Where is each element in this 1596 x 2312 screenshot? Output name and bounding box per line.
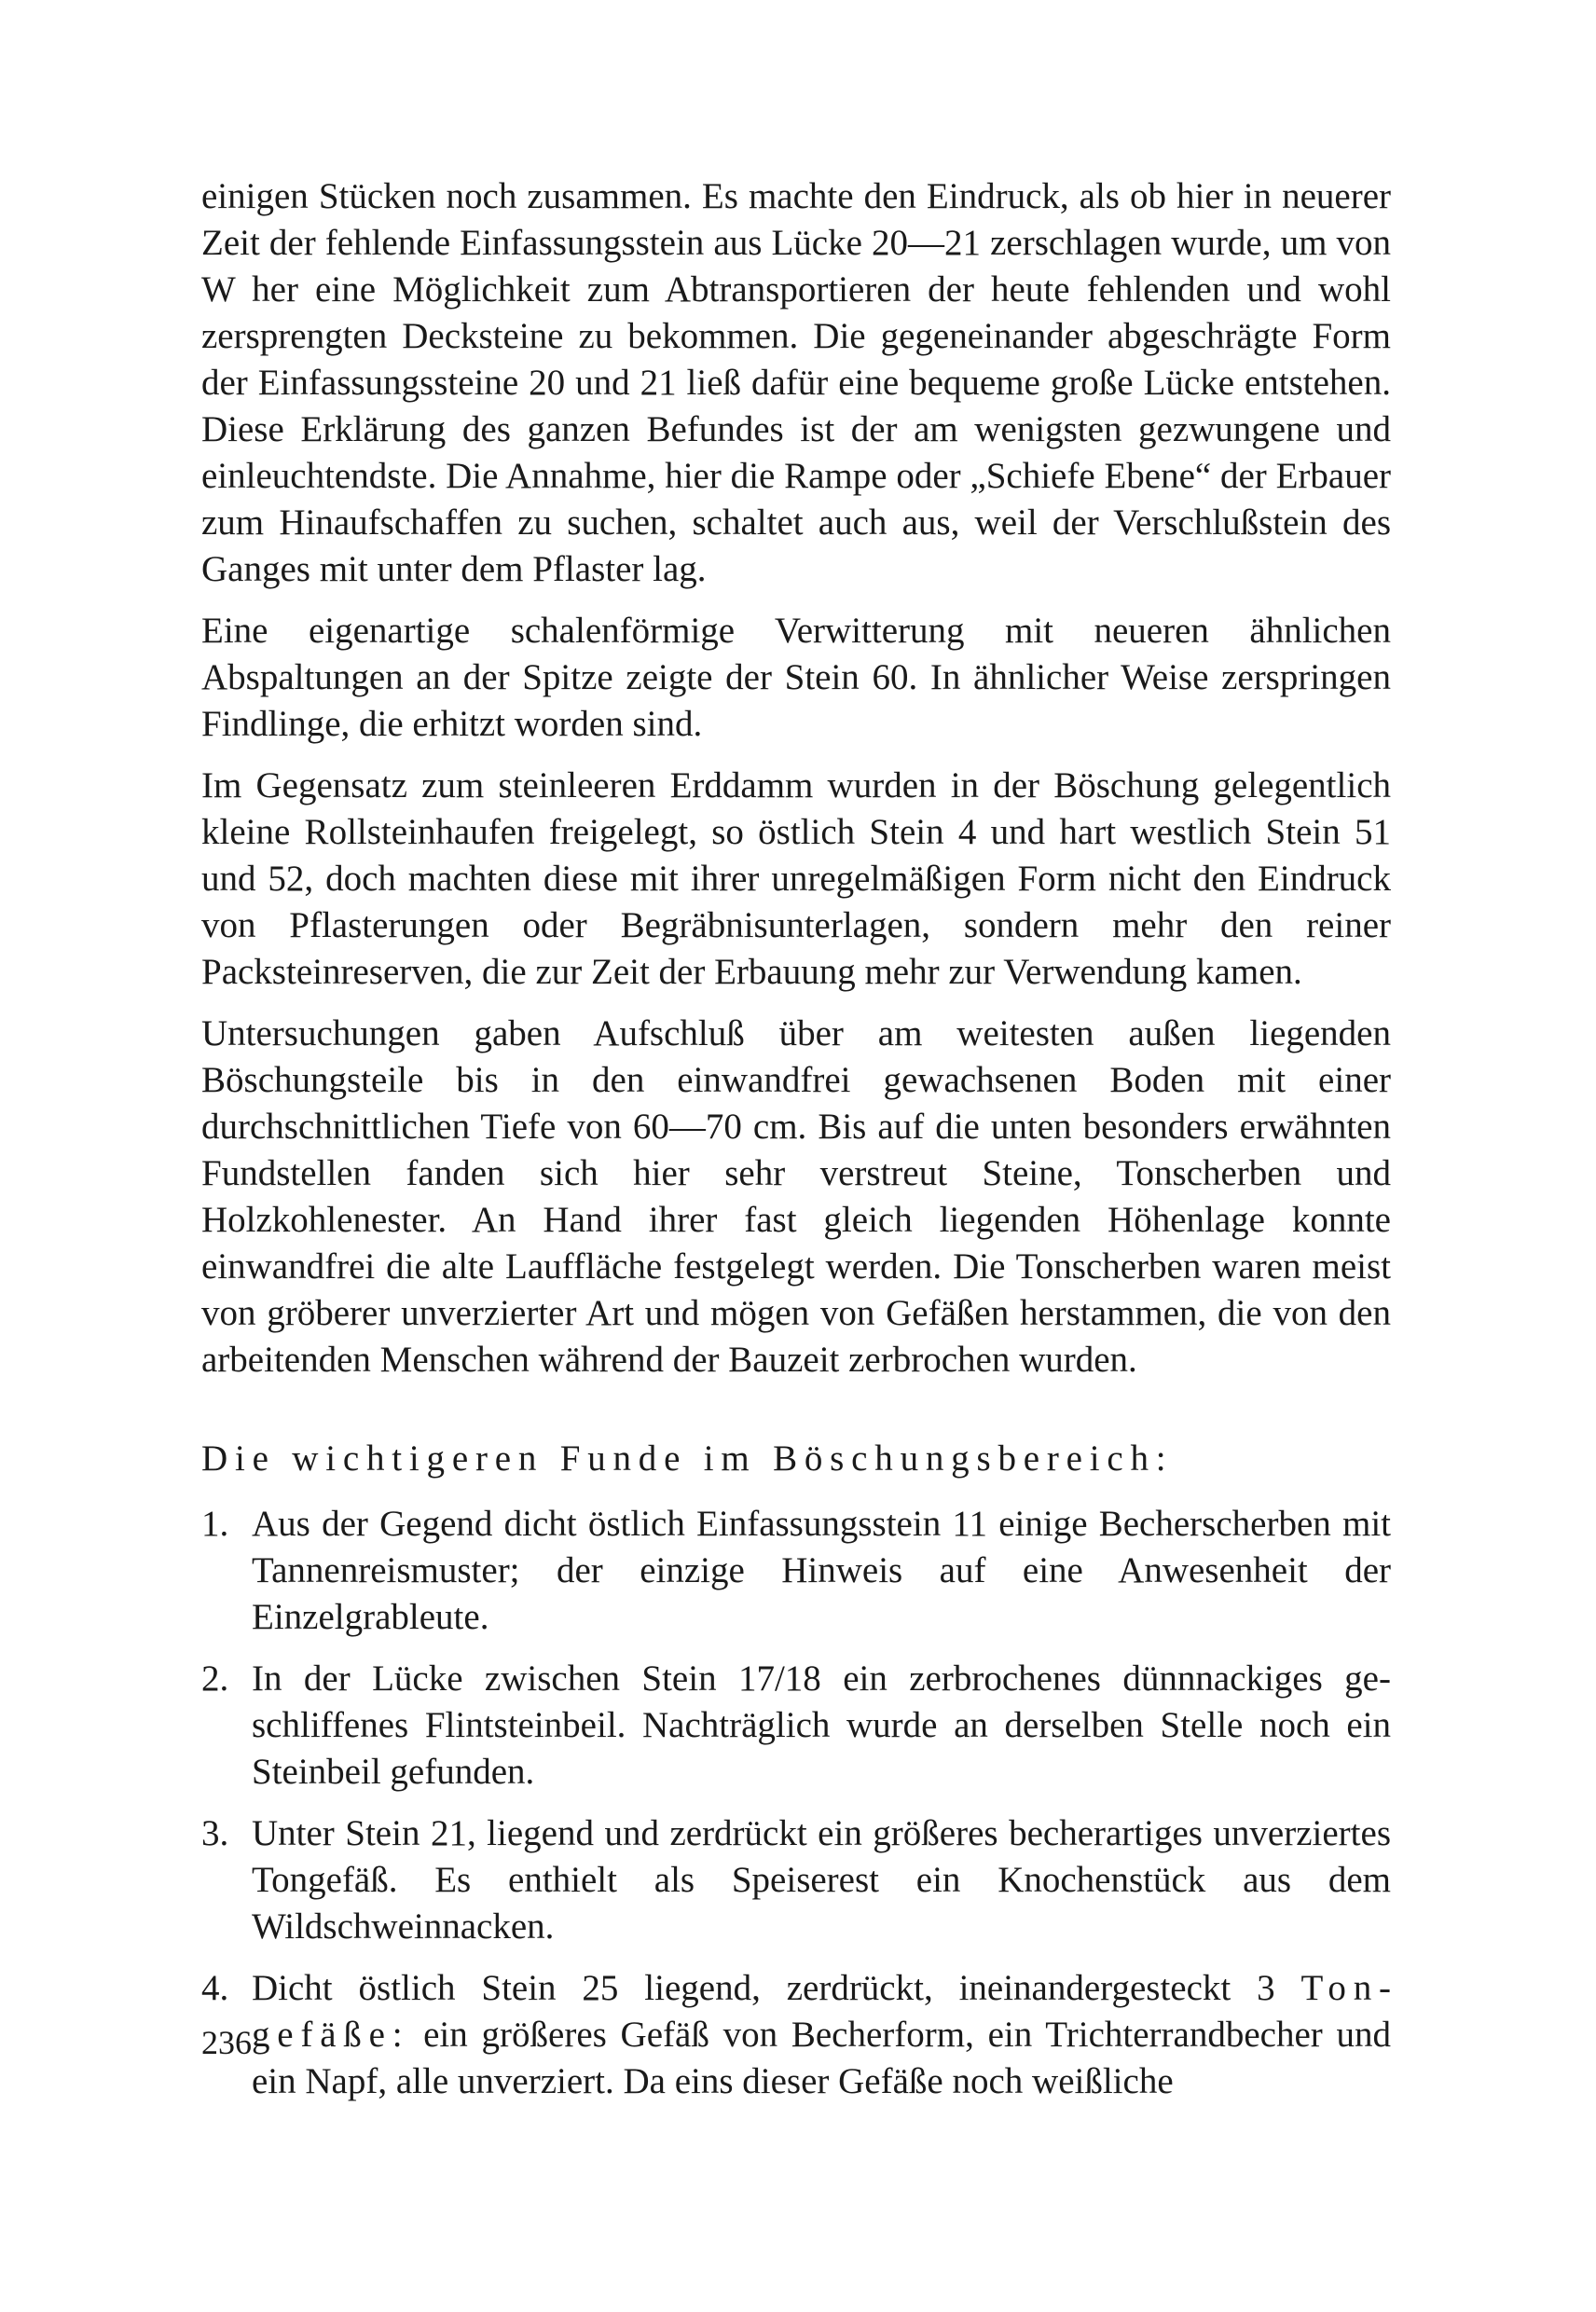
paragraph-4: Untersuchungen gaben Aufschluß über am weitesten außen liegenden Böschungsteile bis in den einwandfrei gewachsenen Boden mit einer durchschnittlichen Tiefe von 60—70 cm. Bis auf die unten besonders erwähnten Fundstellen fanden sich hier sehr verstreut Steine, Tonscherben und Holzkohlenester. An Hand ihrer fast gleich liegenden Höhenlage konnte einwandfrei die alte Lauffläche festgelegt werden. Die Tonscherben waren meist von gröberer unverzierter Art und mögen von Gefäßen herstammen, die von den arbeitenden Menschen während der Bauzeit zerbrochen wurden. — [201, 1013, 1391, 1380]
list-item — [201, 1501, 1391, 1641]
list-item — [201, 1656, 1391, 1796]
paragraph-3: Im Gegensatz zum steinleeren Erddamm wurden in der Böschung gelegentlich kleine Rollsteinhaufen freigelegt, so östlich Stein 4 und hart westlich Stein 51 und 52, doch machten diese mit ihrer unregelmäßigen Form nicht den Eindruck von Pflasterungen oder Begräbnisunterlagen, sondern mehr den reiner Packsteinreserven, die zur Zeit der Erbauung mehr zur Verwendung kamen. — [201, 765, 1391, 992]
list-item-text-end: ein größeres Gefäß von Becherform, ein Trichterrandbecher und ein Napf, alle unverziert. Da eins dieser Gefäße noch weißliche — [252, 2015, 1391, 2101]
page-number: 236 — [201, 2024, 252, 2061]
list-item — [201, 1810, 1391, 1950]
text-block — [201, 173, 1391, 2120]
list-item-text: Unter Stein 21, liegend und zerdrückt ein größeres becherartiges unverziertes Tongefäß. Es enthielt als Speiserest ein Knochenstück aus dem Wildschweinnacken. — [252, 1813, 1391, 1947]
paragraph-1: einigen Stücken noch zusammen. Es machte den Eindruck, als ob hier in neuerer Zeit der fehlende Einfassungsstein aus Lücke 20—21 zerschlagen wurde, um von W her eine Möglichkeit zum Abtransportieren der heute fehlenden und wohl zersprengten Decksteine zu bekommen. Die gegeneinander abgeschrägte Form der Einfassungssteine 20 und 21 ließ dafür eine bequeme große Lücke entstehen. Diese Erklärung des ganzen Befundes ist der am wenigsten gezwungene und einleuchtendste. Die Annahme, hier die Rampe oder „Schiefe Ebene“ der Erbauer zum Hinaufschaffen zu suchen, schaltet auch aus, weil der Verschlußstein des Ganges mit unter dem Pflaster lag. — [201, 176, 1391, 589]
paragraph-2: Eine eigenartige schalenförmige Verwitterung mit neueren ähnlichen Abspaltungen an der Spitze zeigte der Stein 60. In ähnlicher Weise zerspringen Findlinge, die erhitzt worden sind. — [201, 611, 1391, 744]
list-item-number: 3. — [201, 1813, 229, 1853]
list-item-text-start: Dicht östlich Stein 25 liegend, zerdrückt, ineinandergesteckt 3 — [252, 1968, 1275, 2008]
list-item — [201, 1965, 1391, 2105]
list-item-number: 2. — [201, 1658, 229, 1699]
list-item-text: In der Lücke zwischen Stein 17/18 ein zerbrochenes dünnnackiges geschliffenes Flintsteinbeil. Nachträglich wurde an derselben Stelle noch ein Steinbeil gefunden. — [252, 1658, 1391, 1792]
list-item-spaced-term: Tongefäße: — [252, 1968, 1391, 2055]
finds-list — [201, 1501, 1391, 2105]
list-item-number: 1. — [201, 1504, 229, 1544]
list-item-text: Aus der Gegend dicht östlich Einfassungsstein 11 einige Becherscherben mit Tannenreismuster; der einzige Hinweis auf eine Anwesenheit der Einzelgrableute. — [252, 1504, 1391, 1637]
list-item-number: 4. — [201, 1968, 229, 2008]
section-heading: Die wichtigeren Funde im Böschungsbereich: — [201, 1438, 1174, 1479]
